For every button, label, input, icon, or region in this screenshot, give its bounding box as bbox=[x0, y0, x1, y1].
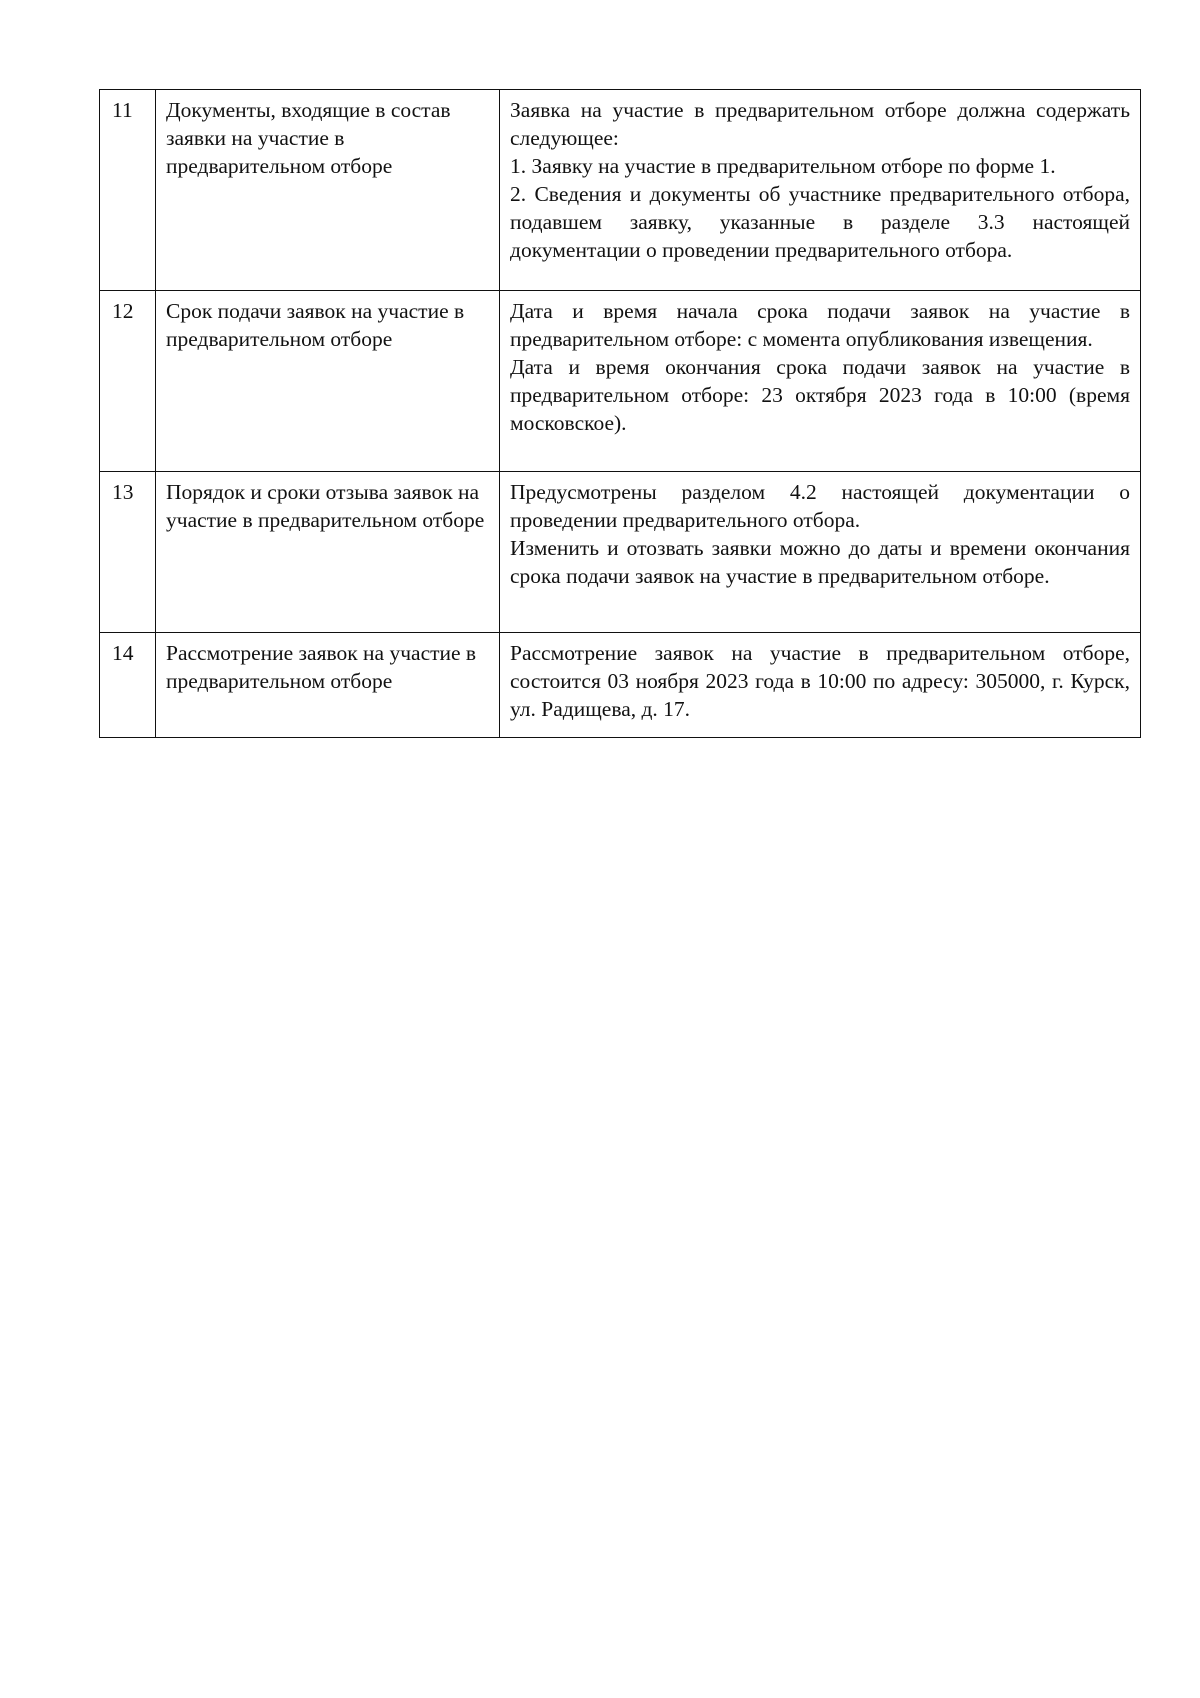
row-title: Порядок и сроки отзыва заявок на участие в предварительном отборе bbox=[156, 472, 500, 633]
row-title: Документы, входящие в состав заявки на участие в предварительном отборе bbox=[156, 90, 500, 291]
row-paragraph: 1. Заявку на участие в предварительном отборе по форме 1. bbox=[510, 154, 1056, 178]
row-content bbox=[500, 90, 1141, 291]
row-title: Рассмотрение заявок на участие в предварительном отборе bbox=[156, 633, 500, 738]
row-paragraph: Дата и время начала срока подачи заявок на участие в предварительном отборе: с момента опубликования извещения. bbox=[510, 299, 1130, 351]
row-paragraph: 2. Сведения и документы об участнике предварительного отбора, подавшем заявку, указанные в разделе 3.3 настоящей документации о проведении предварительного отбора. bbox=[510, 182, 1130, 262]
row-paragraph: Предусмотрены разделом 4.2 настоящей документации о проведении предварительного отбора. bbox=[510, 480, 1130, 532]
row-title: Срок подачи заявок на участие в предварительном отборе bbox=[156, 291, 500, 472]
row-content bbox=[500, 291, 1141, 472]
row-paragraph: Рассмотрение заявок на участие в предварительном отборе, состоится 03 ноября 2023 года в 10:00 по адресу: 305000, г. Курск, ул. Радищева, д. 17. bbox=[510, 641, 1130, 721]
row-paragraph: Изменить и отозвать заявки можно до даты и времени окончания срока подачи заявок на участие в предварительном отборе. bbox=[510, 536, 1130, 588]
row-number: 14 bbox=[100, 633, 156, 738]
row-paragraph: Дата и время окончания срока подачи заявок на участие в предварительном отборе: 23 октября 2023 года в 10:00 (время московское). bbox=[510, 355, 1130, 435]
table-row bbox=[100, 472, 1141, 633]
table-row bbox=[100, 291, 1141, 472]
document-table bbox=[99, 89, 1141, 738]
table-row bbox=[100, 90, 1141, 291]
row-content bbox=[500, 633, 1141, 738]
row-paragraph: Заявка на участие в предварительном отборе должна содержать следующее: bbox=[510, 98, 1130, 150]
row-number: 13 bbox=[100, 472, 156, 633]
table-row bbox=[100, 633, 1141, 738]
row-number: 11 bbox=[100, 90, 156, 291]
row-number: 12 bbox=[100, 291, 156, 472]
row-content bbox=[500, 472, 1141, 633]
